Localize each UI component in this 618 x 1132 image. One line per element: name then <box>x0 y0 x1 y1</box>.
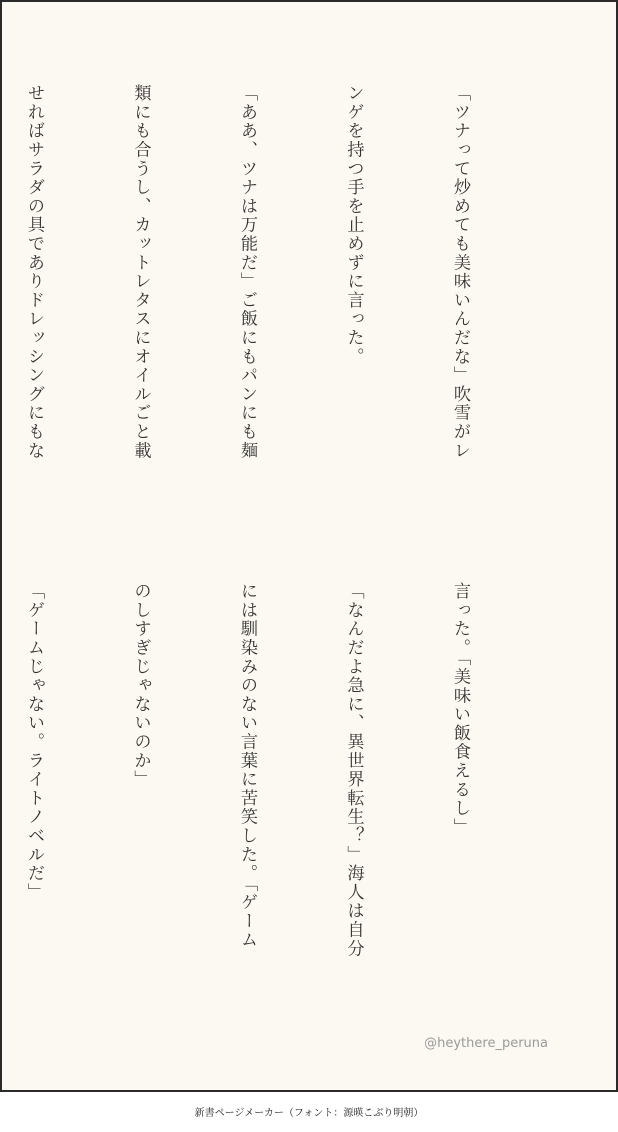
text-line: のしすぎじゃないのか」 <box>130 582 151 789</box>
text-line: 「ツナって炒めても美味いんだな」吹雪がレ <box>450 84 470 460</box>
text-line: には馴染みのない言葉に苦笑した。「ゲーム <box>237 582 257 950</box>
generator-footer: 新書ページメーカー（フォント：源暎こぶり明朝） <box>194 1108 424 1119</box>
lower-text-block <box>0 582 548 1022</box>
text-line: 言った。「美味い飯食えるし」 <box>450 582 470 837</box>
text-line: 「なんだよ急に、異世界転生？」海人は自分 <box>343 582 364 958</box>
author-credit: @heythere_peruna <box>424 1036 548 1051</box>
upper-text-block <box>0 84 548 542</box>
text-line: ンゲを持つ手を止めずに言った。 <box>343 84 364 366</box>
text-line: 「ゲームじゃない。ライトノベルだ」 <box>24 582 44 902</box>
text-line: せればサラダの具でありドレッシングにもな <box>24 84 44 460</box>
text-line: 類にも合うし、カットレタスにオイルごと載 <box>130 84 151 460</box>
text-line: 「ああ、ツナは万能だ」ご飯にもパンにも麺 <box>237 84 257 460</box>
